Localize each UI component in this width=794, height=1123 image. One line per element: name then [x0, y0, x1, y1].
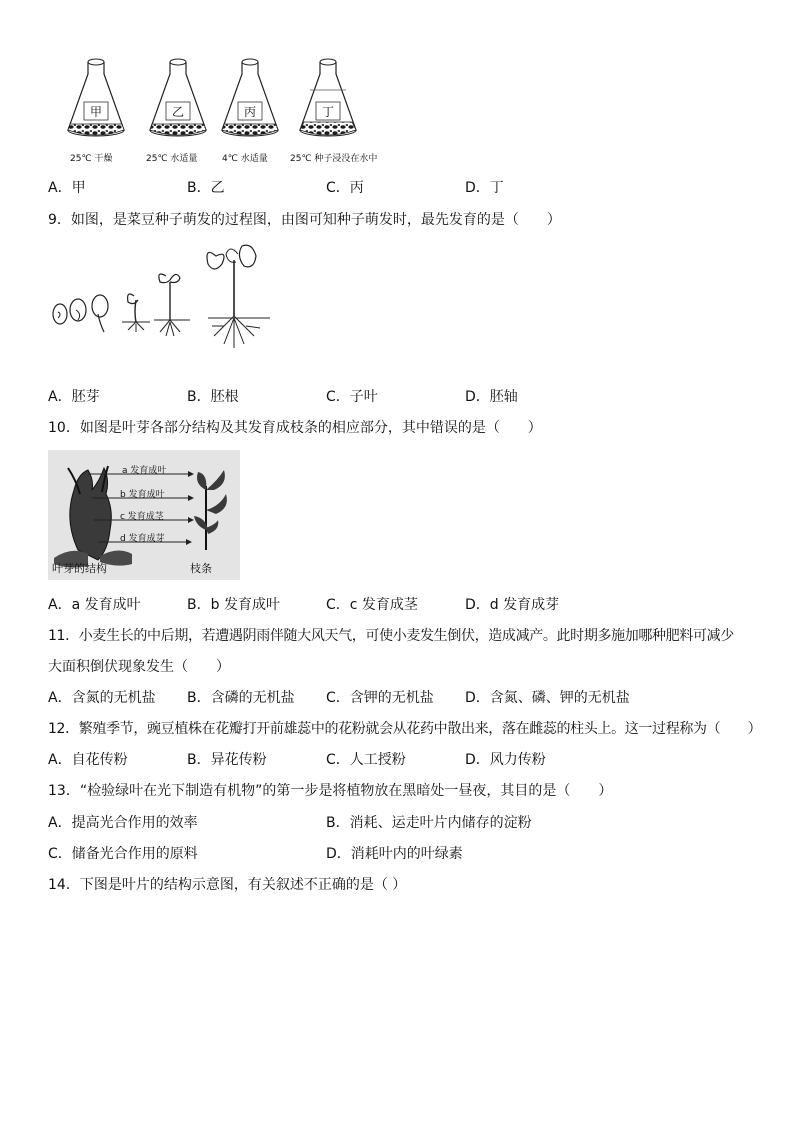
q8-option-b[interactable]: B．乙	[187, 180, 225, 196]
flask-caption-ding: 25℃ 种子浸没在水中	[290, 154, 378, 164]
flask-ding	[300, 59, 356, 136]
q12-option-d[interactable]: D．风力传粉	[465, 752, 546, 768]
bean-germination-figure	[48, 240, 278, 352]
q11-option-c[interactable]: C．含钾的无机盐	[326, 690, 434, 706]
q12-question: 12．繁殖季节，豌豆植株在花瓣打开前雄蕊中的花粉就会从花药中散出来，落在雌蕊的柱头上。这一过程称为（ ）	[48, 721, 762, 737]
q10-question: 10．如图是叶芽各部分结构及其发育成枝条的相应部分，其中错误的是（ ）	[48, 420, 542, 436]
flask-jia	[68, 59, 124, 136]
leaf-bud-figure	[48, 450, 240, 580]
flask-label-jia: 甲	[90, 105, 103, 119]
flask-label-ding: 丁	[322, 105, 335, 119]
q11-option-a[interactable]: A．含氮的无机盐	[48, 690, 156, 706]
q9-option-b[interactable]: B．胚根	[187, 389, 239, 405]
q12-option-b[interactable]: B．异花传粉	[187, 752, 267, 768]
q9-option-c[interactable]: C．子叶	[326, 389, 378, 405]
flask-yi	[150, 59, 206, 136]
flask-label-yi: 乙	[172, 105, 185, 119]
q13-option-c[interactable]: C．储备光合作用的原料	[48, 846, 198, 862]
q12-option-c[interactable]: C．人工授粉	[326, 752, 406, 768]
q11-question-line1: 11．小麦生长的中后期，若遭遇阴雨伴随大风天气，可使小麦发生倒伏，造成减产。此时期多施加哪种肥料可减少	[48, 628, 734, 644]
q9-option-d[interactable]: D．胚轴	[465, 389, 518, 405]
q10-option-d[interactable]: D．d 发育成芽	[465, 597, 560, 613]
flask-bing	[222, 59, 278, 136]
q14-question: 14．下图是叶片的结构示意图，有关叙述不正确的是（ ）	[48, 877, 407, 893]
branch-caption: 枝条	[190, 562, 212, 575]
bud-label-d: d 发育成芽	[120, 534, 165, 544]
q10-option-c[interactable]: C．c 发育成茎	[326, 597, 418, 613]
q13-question: 13．“检验绿叶在光下制造有机物”的第一步是将植物放在黑暗处一昼夜，其目的是（ ）	[48, 783, 613, 799]
bud-label-b: b 发育成叶	[120, 490, 165, 500]
q11-option-b[interactable]: B．含磷的无机盐	[187, 690, 295, 706]
flask-label-bing: 丙	[244, 105, 257, 119]
q13-option-b[interactable]: B．消耗、运走叶片内储存的淀粉	[326, 815, 532, 831]
q13-option-a[interactable]: A．提高光合作用的效率	[48, 815, 198, 831]
q10-option-b[interactable]: B．b 发育成叶	[187, 597, 280, 613]
q9-question: 9．如图，是菜豆种子萌发的过程图，由图可知种子萌发时，最先发育的是（ ）	[48, 212, 561, 228]
bud-label-a: a 发育成叶	[122, 466, 167, 476]
q9-option-a[interactable]: A．胚芽	[48, 389, 100, 405]
q8-option-d[interactable]: D．丁	[465, 180, 504, 196]
q11-question-line2: 大面积倒伏现象发生（ ）	[48, 659, 230, 675]
q11-option-d[interactable]: D．含氮、磷、钾的无机盐	[465, 690, 630, 706]
q8-option-a[interactable]: A．甲	[48, 180, 86, 196]
flask-caption-bing: 4℃ 水适量	[222, 154, 268, 164]
q8-option-c[interactable]: C．丙	[326, 180, 364, 196]
q10-option-a[interactable]: A．a 发育成叶	[48, 597, 141, 613]
bud-structure-caption: 叶芽的结构	[52, 562, 107, 575]
flask-caption-yi: 25℃ 水适量	[146, 154, 198, 164]
flask-caption-jia: 25℃ 干燥	[70, 154, 113, 164]
q13-option-d[interactable]: D．消耗叶内的叶绿素	[326, 846, 463, 862]
q12-option-a[interactable]: A．自花传粉	[48, 752, 128, 768]
bud-label-c: c 发育成茎	[120, 512, 164, 522]
